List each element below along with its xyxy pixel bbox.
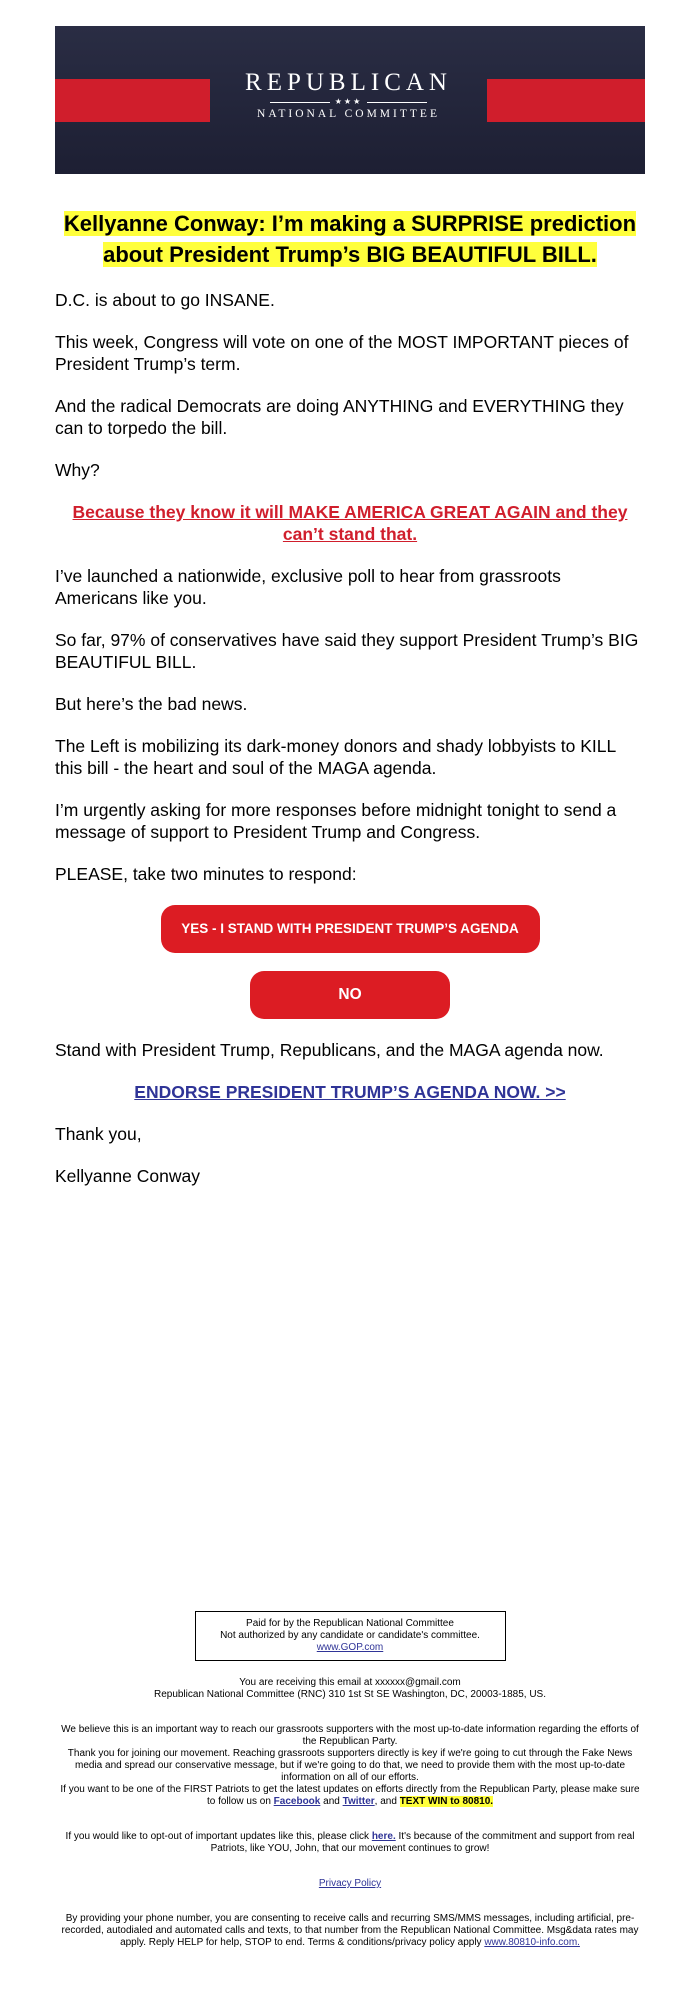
logo-subtitle: NATIONAL COMMITTEE [257, 108, 440, 120]
rnc-header-banner [55, 26, 645, 174]
paid-for-box [195, 1611, 506, 1661]
text-win-highlight: TEXT WIN to 80810. [399, 1796, 494, 1807]
privacy-policy-link[interactable]: Privacy Policy [318, 1878, 382, 1889]
receiving-email-line: You are receiving this email at xxxxxx@gmail.com [239, 1677, 461, 1688]
paragraph: This week, Congress will vote on one of the MOST IMPORTANT pieces of President Trump’s term. [55, 332, 629, 374]
no-button[interactable]: NO [250, 971, 450, 1019]
paragraph: But here’s the bad news. [55, 694, 248, 714]
opt-out-link[interactable]: here. [371, 1831, 396, 1842]
facebook-link[interactable]: Facebook [273, 1796, 321, 1807]
terms-info-link[interactable]: www.80810-info.com. [484, 1937, 580, 1948]
paragraph: D.C. is about to go INSANE. [55, 290, 275, 310]
logo-rule-right [367, 102, 427, 103]
paragraph: I’m urgently asking for more responses before midnight tonight to send a message of support to President Trump and Congress. [55, 800, 617, 842]
logo-title: REPUBLICAN [245, 69, 452, 96]
red-emphasis-line: Because they know it will MAKE AMERICA GREAT AGAIN and they can’t stand that. [72, 502, 628, 544]
twitter-link[interactable]: Twitter [342, 1796, 375, 1807]
headline [55, 208, 645, 270]
paid-line: Not authorized by any candidate or candidate's committee. [220, 1630, 480, 1641]
email-body [55, 208, 645, 1207]
follow-us-text: If you want to be one of the FIRST Patriots to get the latest updates on efforts directly from the Republican Party, please make sure to follow us on Facebook and Twitter, and TEXT WIN to 80810. [60, 1784, 640, 1807]
paragraph: PLEASE, take two minutes to respond: [55, 864, 357, 884]
sms-consent-text: By providing your phone number, you are consenting to receive calls and recurring SMS/MMS messages, including artificial, pre-recorded, autodialed and automated calls and texts, to that number from the Republican National Committee. Msg&data rates may apply. Reply HELP for help, STOP to end. Terms & conditions/privacy policy apply www.80810-info.com. [61, 1913, 639, 1948]
endorse-link[interactable]: ENDORSE PRESIDENT TRUMP’S AGENDA NOW. >> [134, 1082, 566, 1102]
believe-text: We believe this is an important way to reach our grassroots supporters with the most up-to-date information regarding the efforts of the Republican Party. [61, 1724, 639, 1747]
signature: Kellyanne Conway [55, 1166, 200, 1186]
paragraph: The Left is mobilizing its dark-money donors and shady lobbyists to KILL this bill - the heart and soul of the MAGA agenda. [55, 736, 616, 778]
rnc-address-line: Republican National Committee (RNC) 310 1st St SE Washington, DC, 20003-1885, US. [153, 1689, 547, 1700]
opt-out-text: If you would like to opt-out of important updates like this, please click here. It's because of the commitment and support from real Patriots, like YOU, John, that our movement continues to grow! [65, 1831, 635, 1854]
paragraph: So far, 97% of conservatives have said they support President Trump’s BIG BEAUTIFUL BILL. [55, 630, 639, 672]
paragraph: And the radical Democrats are doing ANYTHING and EVERYTHING they can to torpedo the bill. [55, 396, 624, 438]
paid-line: Paid for by the Republican National Committee [246, 1618, 454, 1629]
email-footer [55, 1611, 645, 1949]
thanks-text: Thank you, [55, 1124, 142, 1144]
logo-stars-icon: ★★★ [334, 97, 363, 106]
paragraph: Stand with President Trump, Republicans, and the MAGA agenda now. [55, 1040, 604, 1060]
endorse-paragraph [55, 1081, 645, 1103]
paragraph: Why? [55, 460, 100, 480]
gop-website-link[interactable]: www.GOP.com [316, 1642, 384, 1653]
headline-text: Kellyanne Conway: I’m making a SURPRISE prediction about President Trump’s BIG BEAUTIFUL BILL. [63, 211, 637, 267]
paragraph: I’ve launched a nationwide, exclusive poll to hear from grassroots Americans like you. [55, 566, 561, 608]
receiving-info [55, 1677, 645, 1701]
rnc-logo [210, 70, 487, 121]
yes-stand-button[interactable]: YES - I STAND WITH PRESIDENT TRUMP’S AGENDA [161, 905, 540, 953]
banner-red-stripe-left [55, 79, 210, 122]
banner-red-stripe-right [487, 79, 645, 122]
thank-joining-text: Thank you for joining our movement. Reaching grassroots supporters directly is key if we're going to cut through the Fake News media and spread our conservative message, but if we're going to do that, we need to provide them with the most up-to-date information on all of our efforts. [67, 1748, 633, 1783]
logo-rule-left [270, 102, 330, 103]
